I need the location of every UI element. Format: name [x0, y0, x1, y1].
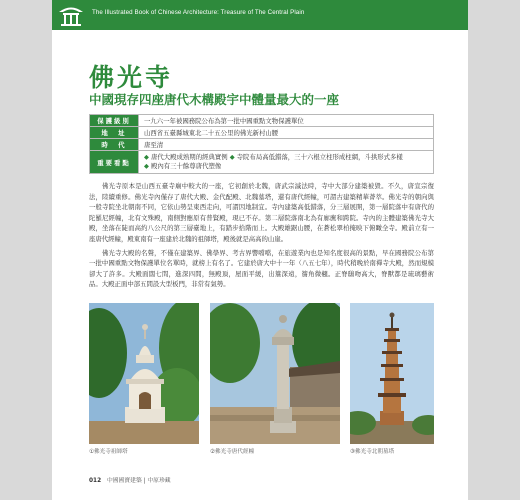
info-value: 一九六一年被國務院公布為第一批中國重點文物保護單位 — [139, 115, 434, 127]
body-paragraph: 佛光寺大殿的名聲，不僅在建築界、佛學界、考古界響噹噹，在旅遊業內也是知名度很高的景點，早在國務院公布第一批中國重點文物保護單位名單時，就榜上有名了。它建於唐大中十一年（八五七年），時代稍晚於南禪寺大殿，然而規模卻大了許多。大殿面闊七間，進深四間，無殿頂，屋面平緩，出簷深遠，簷角微翹。正脊鴟吻高大，脊獸都是琉璃藝術品。大殿正面中部五間設大型板門，非常有氣勢。 — [89, 248, 434, 289]
series-title: The Illustrated Book of Chinese Architecture: Treasure of The Central Plain — [92, 9, 305, 16]
photo-tang-pillar — [210, 303, 340, 444]
info-label: 重要看點 — [90, 151, 139, 174]
pavilion-icon — [58, 3, 84, 27]
body-paragraph: 佛光寺原本是山西五臺寺廟中較大的一座，它初創於北魏，唐武宗滅法時，寺中大部分建築被毀。不久，唐宣宗復法，陸續重修。佛光寺內僅存了唐代大殿、金代配殿、北魏墓塔，還有唐代經幢，可謂古建築精華薈萃。佛光寺的朝向與一般寺院坐北朝南不同，它依山勢呈東西走向，可謂因地制宜。寺內建築高低錯落，分三層展開，第一層院落中有唐代的陀羅尼經幢，北有文殊殿，南側對應原有普賢殿，現已不存。第二層院落南北為有廊廡和跨院。寺內的主體建築佛光寺大殿，坐落在陡而高約八公尺的第三層臺地上，有踏步拾階而上。大殿雄踞山腰，在蒼松翠柏掩映下俯瞰全寺。殿前立有一座唐代經幢，殿東南有一座建於北魏的祖師塔，殿後就是高高的山崖。 — [89, 182, 434, 243]
info-row — [90, 115, 434, 127]
feature-text: 寺院布局高低錯落，三十六根立柱形成柱網，斗拱形式多樣 — [236, 153, 403, 161]
info-label: 時 代 — [90, 139, 139, 151]
feature-line — [144, 153, 428, 162]
body-text — [89, 181, 434, 290]
page-footer — [89, 475, 171, 484]
figure-caption: ③佛光寺北朝墓塔 — [350, 449, 395, 455]
feature-text: 殿內有三十餘尊唐代塑像 — [150, 162, 222, 170]
book-page — [52, 0, 468, 500]
feature-text: 唐代大殿成熟期的經典實例 — [150, 153, 228, 161]
page-number: 012 — [89, 478, 102, 484]
bullet-icon: ◆ — [229, 153, 235, 161]
photo-master-pagoda — [89, 303, 199, 444]
info-label: 保護級別 — [90, 115, 139, 127]
bullet-icon: ◆ — [144, 162, 149, 170]
figure-caption: ②佛光寺唐代經幢 — [210, 449, 255, 455]
figure-caption: ①佛光寺祖師塔 — [89, 449, 128, 455]
feature-line — [144, 162, 428, 171]
info-table — [89, 114, 434, 174]
page-subtitle: 中國現存四座唐代木構殿宇中體量最大的一座 — [89, 92, 340, 107]
page-title: 佛光寺 — [89, 63, 174, 92]
info-label: 地 址 — [90, 127, 139, 139]
book-line: 中國國寶建築 | 中原珍藏 — [106, 478, 171, 484]
info-value: 唐至清 — [139, 139, 434, 151]
photo-northern-dynasty-pagoda — [350, 303, 434, 444]
features-cell — [139, 151, 434, 174]
info-value: 山西省五臺縣城東北二十五公里的佛光新村山腰 — [139, 127, 434, 139]
header-band — [52, 0, 468, 30]
info-row — [90, 127, 434, 139]
bullet-icon: ◆ — [144, 153, 149, 161]
info-row — [90, 139, 434, 151]
info-row-features — [90, 151, 434, 174]
